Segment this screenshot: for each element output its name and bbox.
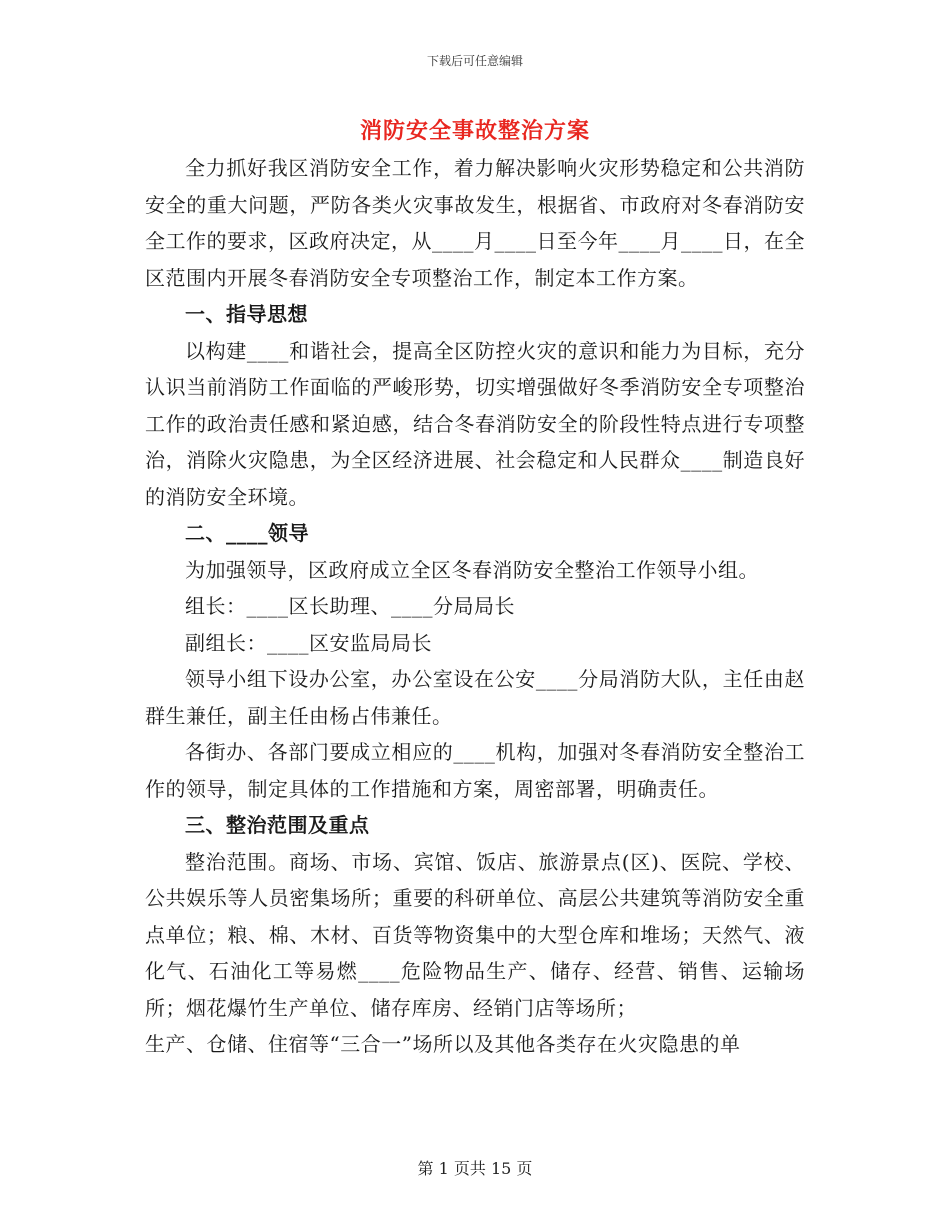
paragraph-scope: 整治范围。商场、市场、宾馆、饭店、旅游景点(区)、医院、学校、公共娱乐等人员密集场所；重要的科研单位、高层公共建筑等消防安全重点单位；粮、棉、木材、百货等物资集中的大型仓库和堆场；天然气、液化气、石油化工等易燃____危险物品生产、储存、经营、销售、运输场所；烟花爆竹生产单位、储存库房、经销门店等场所；: [145, 849, 805, 1020]
section-heading-3: 三、整治范围及重点: [185, 813, 370, 837]
section-heading-1: 一、指导思想: [185, 302, 308, 326]
paragraph-deputy-leader: 副组长：____区安监局局长: [185, 630, 432, 655]
paragraph-office: 领导小组下设办公室，办公室设在公安____分局消防大队，主任由赵群生兼任，副主任由杨占伟兼任。: [145, 667, 805, 728]
paragraph-group-leader: 组长：____区长助理、____分局局长: [185, 594, 515, 618]
header-note: 下载后可任意编辑: [426, 54, 523, 68]
document-body: [145, 150, 805, 1063]
paragraph-scope-continued: 生产、仓储、住宿等“三合一”场所以及其他各类存在火灾隐患的单: [145, 1032, 741, 1056]
paragraph-guiding-thought: 以构建____和谐社会，提高全区防控火灾的意识和能力为目标，充分认识当前消防工作面临的严峻形势，切实增强做好冬季消防安全专项整治工作的政治责任感和紧迫感，结合冬春消防安全的阶段性特点进行专项整治，消除火灾隐患，为全区经济进展、社会稳定和人民群众____制造良好的消防安全环境。: [145, 338, 805, 509]
section-heading-2: 二、____领导: [185, 521, 309, 545]
paragraph-departments: 各街办、各部门要成立相应的____机构，加强对冬春消防安全整治工作的领导，制定具体的工作措施和方案，周密部署，明确责任。: [145, 740, 805, 801]
paragraph-leadership: 为加强领导，区政府成立全区冬春消防安全整治工作领导小组。: [185, 557, 759, 582]
page-number: 第 1 页共 15 页: [417, 1159, 533, 1178]
document-title: 消防安全事故整治方案: [359, 118, 590, 144]
intro-paragraph: 全力抓好我区消防安全工作，着力解决影响火灾形势稳定和公共消防安全的重大问题，严防各类火灾事故发生，根据省、市政府对冬春消防安全工作的要求，区政府决定，从____月____日至今年____月____日，在全区范围内开展冬春消防安全专项整治工作，制定本工作方案。: [145, 156, 805, 290]
